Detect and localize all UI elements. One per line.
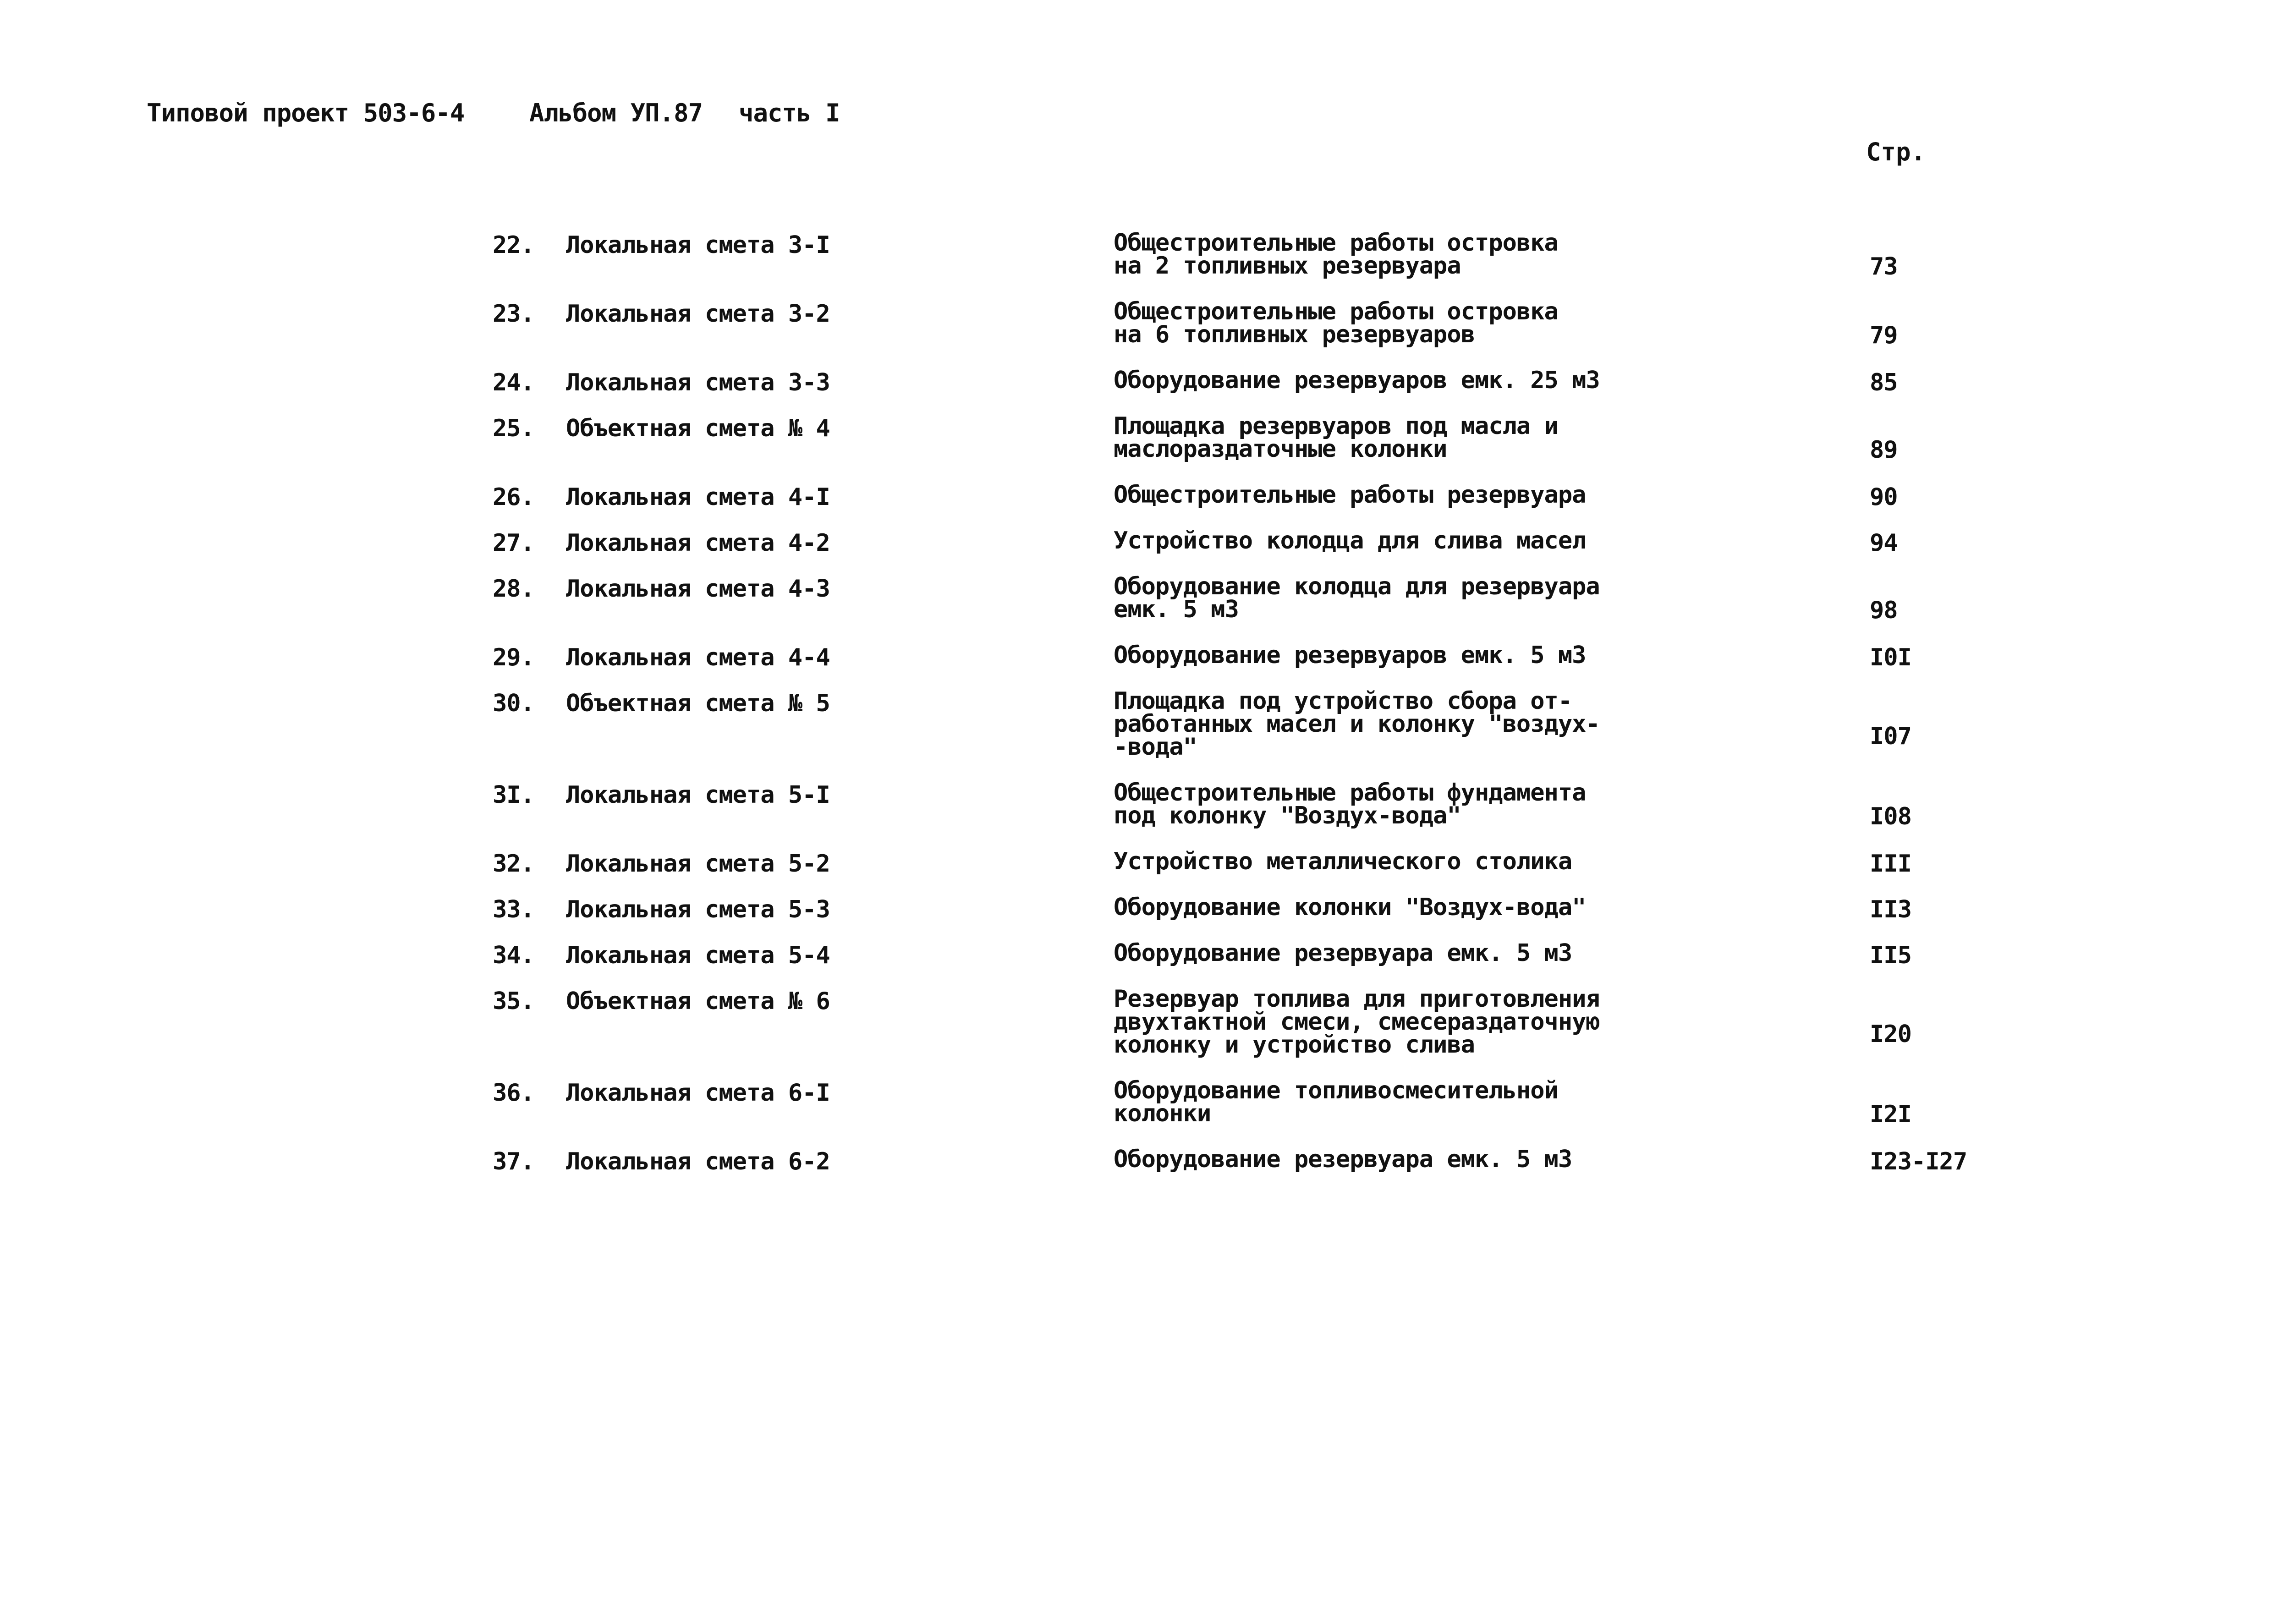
estimate-name: Локальная смета 5-4 [566, 942, 830, 969]
estimate-description: Устройство металлического столика [1114, 848, 1572, 875]
row-number: 28. [493, 575, 534, 603]
page-number: I20 [1870, 1020, 1911, 1048]
estimate-description: Оборудование колонки "Воздух-вода" [1114, 894, 1586, 921]
row-number: 23. [493, 300, 534, 328]
estimate-name: Объектная смета № 5 [566, 690, 830, 717]
estimate-description: Общестроительные работы резервуара [1114, 481, 1586, 509]
part-title: часть I [739, 99, 840, 127]
page-number: 94 [1870, 529, 1898, 557]
album-title: Альбом УП.87 [529, 99, 703, 127]
estimate-description: Оборудование резервуаров емк. 25 м3 [1114, 367, 1600, 394]
row-number: 29. [493, 644, 534, 671]
row-number: 34. [493, 942, 534, 969]
page-number: 90 [1870, 483, 1898, 511]
estimate-description: Общестроительные работы островка на 6 топливных резервуаров [1114, 298, 1558, 348]
estimate-name: Локальная смета 3-2 [566, 300, 830, 328]
estimate-name: Локальная смета 6-I [566, 1079, 830, 1107]
row-number: 36. [493, 1079, 534, 1107]
estimate-name: Локальная смета 5-I [566, 781, 830, 809]
estimate-name: Локальная смета 4-I [566, 483, 830, 511]
estimate-description: Площадка под устройство сбора от- работанных масел и колонку "воздух- -вода" [1114, 687, 1600, 761]
estimate-name: Локальная смета 5-3 [566, 896, 830, 923]
estimate-name: Локальная смета 5-2 [566, 850, 830, 878]
estimate-name: Объектная смета № 6 [566, 988, 830, 1015]
row-number: 3I. [493, 781, 534, 809]
estimate-name: Локальная смета 4-3 [566, 575, 830, 603]
row-number: 30. [493, 690, 534, 717]
page-number: III [1870, 850, 1911, 878]
row-number: 26. [493, 483, 534, 511]
estimate-description: Оборудование резервуара емк. 5 м3 [1114, 939, 1572, 967]
page-number: II5 [1870, 942, 1911, 969]
estimate-name: Локальная смета 3-3 [566, 369, 830, 396]
row-number: 37. [493, 1148, 534, 1175]
page-number: I07 [1870, 723, 1911, 750]
page-number: I08 [1870, 803, 1911, 830]
estimate-description: Оборудование топливосмесительной колонки [1114, 1077, 1558, 1127]
estimate-description: Устройство колодца для слива масел [1114, 527, 1586, 554]
row-number: 33. [493, 896, 534, 923]
row-number: 35. [493, 988, 534, 1015]
estimate-name: Локальная смета 3-I [566, 231, 830, 259]
row-number: 24. [493, 369, 534, 396]
estimate-description: Оборудование колодца для резервуара емк. 5 м3 [1114, 573, 1600, 623]
page-number: 89 [1870, 436, 1898, 464]
row-number: 25. [493, 415, 534, 442]
estimate-name: Локальная смета 6-2 [566, 1148, 830, 1175]
estimate-name: Объектная смета № 4 [566, 415, 830, 442]
page-number: I0I [1870, 644, 1911, 671]
page-number: 73 [1870, 253, 1898, 280]
row-number: 27. [493, 529, 534, 557]
page-number: I23-I27 [1870, 1148, 1967, 1175]
page-number: 79 [1870, 322, 1898, 349]
page-number: I2I [1870, 1101, 1911, 1128]
estimate-description: Оборудование резервуара емк. 5 м3 [1114, 1146, 1572, 1173]
project-title: Типовой проект 503-6-4 [147, 99, 465, 127]
row-number: 22. [493, 231, 534, 259]
page-number: II3 [1870, 896, 1911, 923]
estimate-description: Резервуар топлива для приготовления двухтактной смеси, смесераздаточную колонку и устройство слива [1114, 985, 1600, 1059]
page-number: 98 [1870, 597, 1898, 624]
page-number: 85 [1870, 369, 1898, 396]
page-column-heading: Стр. [1866, 137, 1926, 166]
estimate-description: Оборудование резервуаров емк. 5 м3 [1114, 642, 1586, 669]
row-number: 32. [493, 850, 534, 878]
estimate-name: Локальная смета 4-4 [566, 644, 830, 671]
estimate-name: Локальная смета 4-2 [566, 529, 830, 557]
estimate-description: Общестроительные работы фундамента под колонку "Воздух-вода" [1114, 779, 1586, 829]
estimate-description: Общестроительные работы островка на 2 топливных резервуара [1114, 229, 1558, 280]
estimate-description: Площадка резервуаров под масла и маслораздаточные колонки [1114, 412, 1558, 463]
